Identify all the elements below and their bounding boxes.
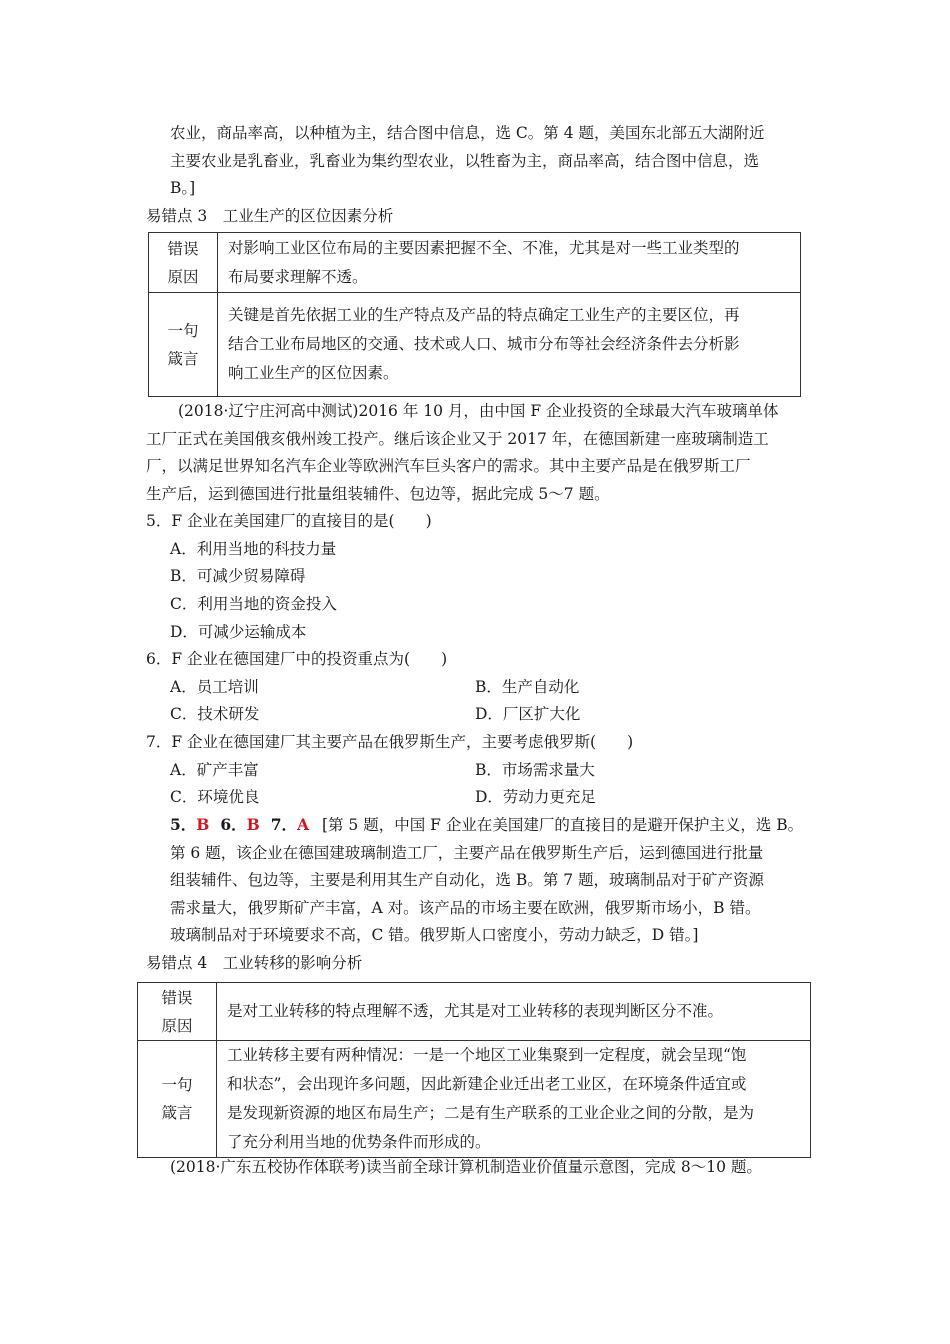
answer-key: A [296, 815, 310, 834]
cause-label: 错误 [161, 988, 193, 1007]
question-stem: 6．F 企业在德国建厂中的投资重点为( ) [146, 650, 448, 668]
advice-text: 和状态”，会出现许多问题，因此新建企业迁出老工业区，在环境条件适宜或 [227, 1075, 747, 1093]
option: D．劳动力更充足 [475, 788, 596, 806]
explain-line: 农业，商品率高，以种植为主，结合图中信息，选 C。第 4 题，美国东北部五大湖附近 [170, 124, 765, 142]
advice-text-cell [217, 1041, 811, 1158]
answer-number: 6． [220, 815, 247, 834]
advice-text: 关键是首先依据工业的生产特点及产品的特点确定工业生产的主要区位，再 [228, 306, 740, 324]
passage-line: (2018·辽宁庄河高中测试)2016 年 10 月，由中国 F 企业投资的全球最大汽车玻璃单体 [178, 402, 779, 420]
answer-explain: 组装辅件、包边等，主要是利用其生产自动化，选 B。第 7 题，玻璃制品对于矿产资源 [170, 871, 765, 889]
cause-label-cell [149, 233, 218, 293]
explain-line: 主要农业是乳畜业，乳畜业为集约型农业，以牲畜为主，商品率高，结合图中信息，选 [170, 152, 760, 170]
answer-number: 5． [170, 815, 197, 834]
passage-line: (2018·广东五校协作体联考)读当前全球计算机制造业价值量示意图，完成 8～10 题。 [170, 1158, 762, 1176]
option: C．环境优良 [170, 788, 260, 806]
answer-key: B [196, 815, 210, 834]
question-stem: 7．F 企业在德国建厂其主要产品在俄罗斯生产，主要考虑俄罗斯( ) [146, 733, 634, 751]
option: A．员工培训 [170, 678, 259, 696]
answer-number: 7． [270, 815, 297, 834]
cause-text: 对影响工业区位布局的主要因素把握不全、不准，尤其是对一些工业类型的 [228, 238, 740, 257]
passage-line: 工厂正式在美国俄亥俄州竣工投产。继后该企业又于 2017 年，在德国新建一座玻璃制造工 [146, 430, 769, 448]
option: B．可减少贸易障碍 [170, 567, 306, 585]
advice-label-cell [149, 293, 218, 397]
section-title: 易错点 4 工业转移的影响分析 [146, 954, 363, 972]
option: C．利用当地的资金投入 [170, 595, 337, 613]
question-stem: 5．F 企业在美国建厂的直接目的是( ) [146, 512, 432, 530]
option: A．利用当地的科技力量 [170, 540, 337, 558]
cause-text-cell [218, 233, 801, 293]
advice-text: 工业转移主要有两种情况：一是一个地区工业集聚到一定程度，就会呈现“饱 [227, 1046, 747, 1064]
answer-line [170, 814, 803, 836]
cause-text-cell [217, 983, 811, 1041]
answer-explain: 玻璃制品对于环境要求不高，C 错。俄罗斯人口密度小，劳动力缺乏，D 错。] [170, 926, 699, 944]
advice-label: 一句 [161, 1076, 193, 1094]
tip-table [148, 232, 801, 397]
explain-line: B。] [170, 179, 196, 197]
cause-text: 布局要求理解不透。 [228, 267, 368, 286]
advice-label-cell [138, 1041, 217, 1158]
cause-label: 错误 [167, 239, 199, 258]
advice-label: 一句 [167, 321, 199, 340]
section-title: 易错点 3 工业生产的区位因素分析 [146, 207, 394, 225]
advice-text-cell [218, 293, 801, 397]
advice-text: 是发现新资源的地区布局生产；二是有生产联系的工业企业之间的分散，是为 [227, 1104, 755, 1122]
advice-label: 箴言 [167, 349, 199, 368]
option: D．厂区扩大化 [475, 705, 581, 723]
advice-text: 了充分利用当地的优势条件而形成的。 [227, 1133, 491, 1151]
tip-table [137, 982, 811, 1158]
passage-line: 厂，以满足世界知名汽车企业等欧洲汽车巨头客户的需求。其中主要产品是在俄罗斯工厂 [146, 457, 751, 475]
answer-explain: [第 5 题，中国 F 企业在美国建厂的直接目的是避开保护主义，选 B。 [321, 816, 804, 834]
advice-text: 响工业生产的区位因素。 [228, 364, 399, 382]
cause-text: 是对工业转移的特点理解不透，尤其是对工业转移的表现判断区分不准。 [227, 1002, 724, 1020]
option: D．可减少运输成本 [170, 623, 307, 641]
option: A．矿产丰富 [170, 761, 259, 779]
advice-label: 箴言 [161, 1104, 193, 1122]
passage-line: 生产后，运到德国进行批量组装辅件、包边等，据此完成 5～7 题。 [146, 485, 610, 503]
option: C．技术研发 [170, 705, 260, 723]
option: B．生产自动化 [475, 678, 580, 696]
answer-key: B [246, 815, 260, 834]
answer-explain: 需求量大，俄罗斯矿产丰富，A 对。该产品的市场主要在欧洲，俄罗斯市场小，B 错。 [170, 899, 761, 917]
option: B．市场需求量大 [475, 761, 595, 779]
cause-label-cell [138, 983, 217, 1041]
cause-label: 原因 [161, 1016, 193, 1035]
answer-explain: 第 6 题，该企业在德国建玻璃制造工厂，主要产品在俄罗斯生产后，运到德国进行批量 [170, 844, 764, 862]
cause-label: 原因 [167, 267, 199, 286]
advice-text: 结合工业布局地区的交通、技术或人口、城市分布等社会经济条件去分析影 [228, 335, 740, 353]
